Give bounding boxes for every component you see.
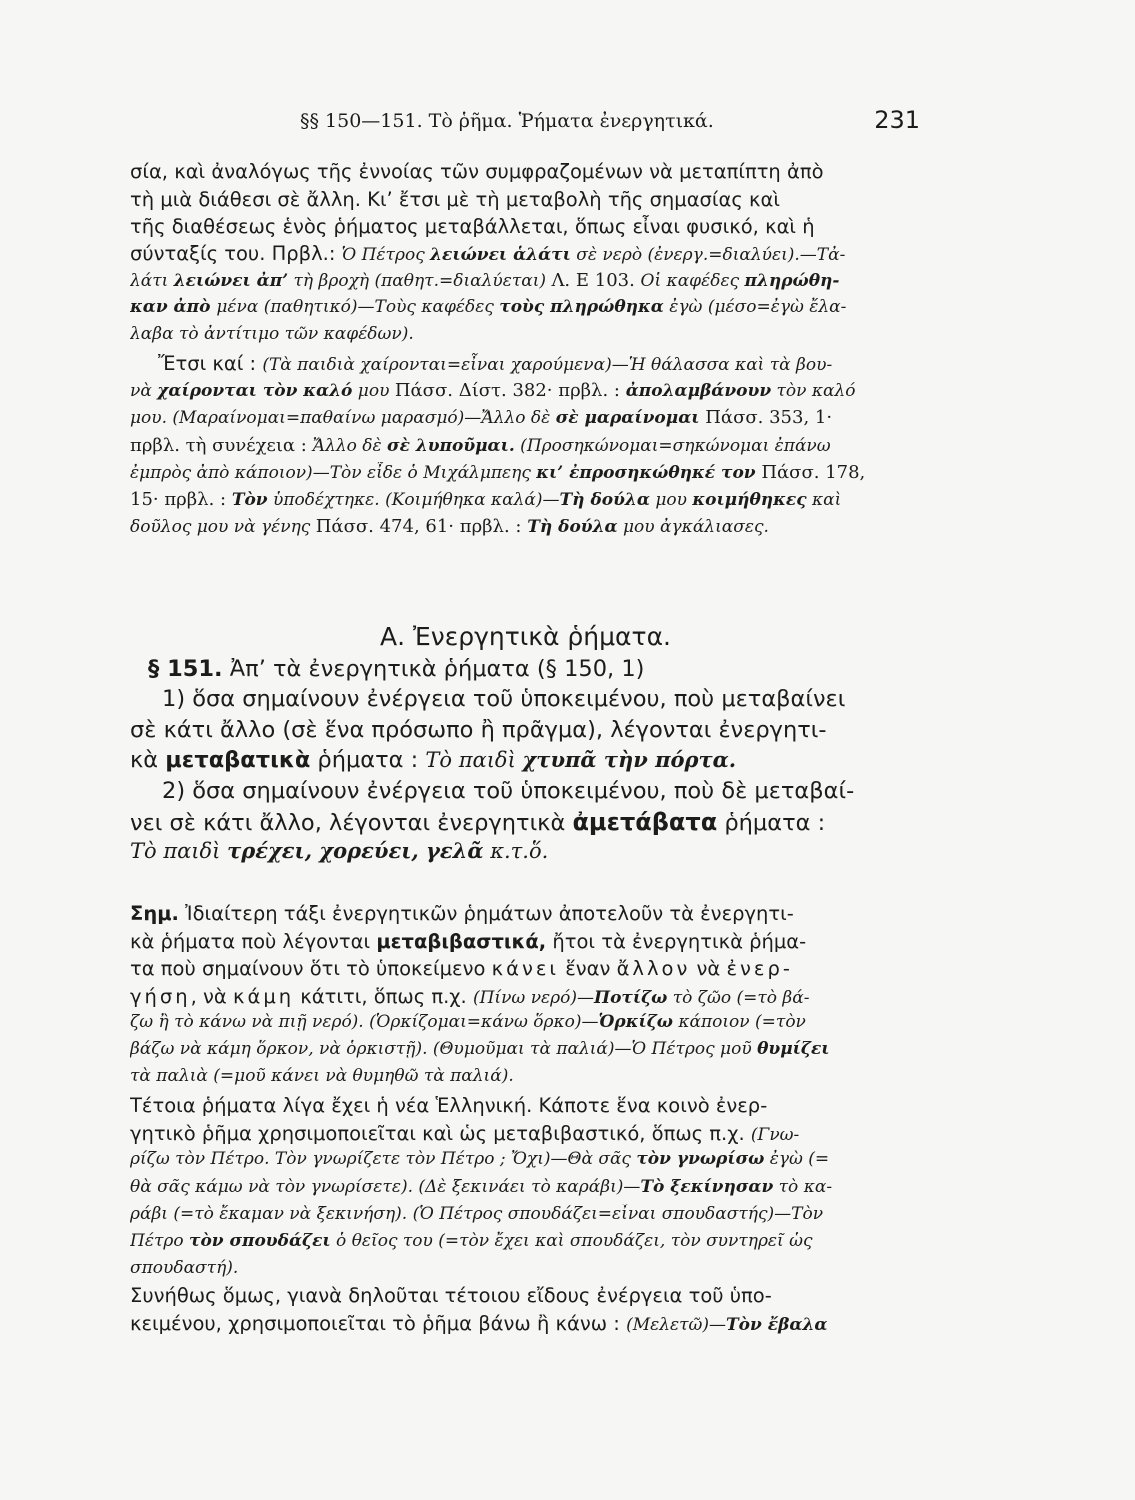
- text-line: σύνταξίς του. Πρβλ.: Ὁ Πέτρος λειώνει ἁλάτι σὲ νερὸ (ἐνεργ.=διαλύει).—Τἀ-: [130, 242, 846, 265]
- text-line: βάζω νὰ κάμη ὅρκον, νὰ ὁρκιστῇ). (Θυμοῦμαι τὰ παλιά)—Ὁ Πέτρος μοῦ θυμίζει: [130, 1039, 830, 1059]
- text-line: μου. (Μαραίνομαι=παθαίνω μαρασμό)—Ἄλλο δὲ σὲ μαραίνομαι Πάσσ. 353, 1·: [130, 407, 833, 428]
- text-line: κὰ μεταβατικὰ ῥήματα : Τὸ παιδὶ χτυπᾶ τὴν πόρτα.: [130, 747, 737, 773]
- text-line: σία, καὶ ἀναλόγως τῆς ἐννοίας τῶν συμφραζομένων νὰ μεταπίπτη ἀπὸ: [130, 160, 824, 183]
- text-line: δοῦλος μου νὰ γένης Πάσσ. 474, 61· πρβλ. : Τὴ δούλα μου ἀγκάλιασες.: [130, 516, 769, 537]
- text-line: γήση, νὰ κάμη κάτιτι, ὅπως π.χ. (Πίνω νερό)—Ποτίζω τὸ ζῶο (=τὸ βά-: [130, 985, 810, 1008]
- text-line: Ἔτσι καί : (Τὰ παιδιὰ χαίρονται=εἶναι χαρούμενα)—Ἡ θάλασσα καὶ τὰ βου-: [158, 352, 833, 375]
- text-line: τὴ μιὰ διάθεσι σὲ ἄλλη. Κι’ ἔτσι μὲ τὴ μεταβολὴ τῆς σημασίας καὶ: [130, 188, 780, 211]
- text-line: ἐμπρὸς ἀπὸ κάποιον)—Τὸν εἶδε ὁ Μιχάλμπεης κι’ ἐπροσηκώθηκέ τον Πάσσ. 178,: [130, 462, 866, 483]
- running-title: §§ 150—151. Τὸ ῥῆμα. Ῥήματα ἐνεργητικά.: [300, 110, 714, 132]
- text-line: Τὸ παιδὶ τρέχει, χορεύει, γελᾶ κ.τ.ὅ.: [130, 838, 549, 863]
- text-line: 1) ὅσα σημαίνουν ἐνέργεια τοῦ ὑποκειμένου, ποὺ μεταβαίνει: [162, 686, 846, 712]
- section-title: Α. Ἐνεργητικὰ ῥήματα.: [380, 622, 672, 651]
- text-line: 2) ὅσα σημαίνουν ἐνέργεια τοῦ ὑποκειμένου, ποὺ δὲ μεταβαί-: [162, 778, 855, 804]
- text-line: § 151. Ἀπ’ τὰ ἐνεργητικὰ ῥήματα (§ 150, 1): [148, 656, 645, 682]
- text-line: κειμένου, χρησιμοποιεῖται τὸ ῥῆμα βάνω ἢ κάνω : (Μελετῶ)—Τὸν ἔβαλα: [130, 1312, 828, 1335]
- text-line: ράβι (=τὸ ἔκαμαν νὰ ξεκινήση). (Ὁ Πέτρος σπουδάζει=εἶναι σπουδαστής)—Τὸν: [130, 1204, 824, 1224]
- text-line: σπουδαστή).: [130, 1258, 239, 1278]
- text-line: Συνήθως ὅμως, γιανὰ δηλοῦται τέτοιου εἴδους ἐνέργεια τοῦ ὑπο-: [130, 1284, 772, 1307]
- page-header: [300, 106, 920, 136]
- text-line: νει σὲ κάτι ἄλλο, λέγονται ἐνεργητικὰ ἀμετάβατα ῥήματα :: [130, 808, 826, 836]
- text-line: θὰ σᾶς κάμω νὰ τὸν γνωρίσετε). (Δὲ ξεκινάει τὸ καράβι)—Τὸ ξεκίνησαν τὸ κα-: [130, 1177, 833, 1197]
- text-line: καν ἀπὸ μένα (παθητικό)—Τοὺς καφέδες τοὺς πληρώθηκα ἐγὼ (μέσο=ἐγὼ ἔλα-: [130, 297, 847, 317]
- text-line: γητικὸ ῥῆμα χρησιμοποιεῖται καὶ ὡς μεταβιβαστικό, ὅπως π.χ. (Γνω-: [130, 1122, 800, 1145]
- page-number: 231: [874, 106, 920, 134]
- text-line: ρίζω τὸν Πέτρο. Τὸν γνωρίζετε τὸν Πέτρο ; Ὄχι)—Θὰ σᾶς τὸν γνωρίσω ἐγὼ (=: [130, 1149, 830, 1169]
- text-line: τῆς διαθέσεως ἑνὸς ῥήματος μεταβάλλεται, ὅπως εἶναι φυσικό, καὶ ἡ: [130, 215, 815, 238]
- text-line: νὰ χαίρονται τὸν καλό μου Πάσσ. Δίστ. 382· πρβλ. : ἀπολαμβάνουν τὸν καλό: [130, 380, 856, 401]
- text-line: Πέτρο τὸν σπουδάζει ὁ θεῖος του (=τὸν ἔχει καὶ σπουδάζει, τὸν συντηρεῖ ὡς: [130, 1231, 813, 1251]
- text-line: τὰ παλιὰ (=μοῦ κάνει νὰ θυμηθῶ τὰ παλιά).: [130, 1066, 514, 1086]
- text-line: λαβα τὸ ἀντίτιμο τῶν καφέδων).: [130, 324, 414, 344]
- text-line: λάτι λειώνει ἀπ’ τὴ βροχὴ (παθητ.=διαλύεται) Λ. Ε 103. Οἱ καφέδες πληρώθη-: [130, 270, 840, 291]
- text-line: σὲ κάτι ἄλλο (σὲ ἕνα πρόσωπο ἢ πρᾶγμα), λέγονται ἐνεργητι-: [130, 717, 827, 743]
- text-line: κὰ ῥήματα ποὺ λέγονται μεταβιβαστικά, ἤτοι τὰ ἐνεργητικὰ ῥήμα-: [130, 930, 807, 953]
- text-line: τα ποὺ σημαίνουν ὅτι τὸ ὑποκείμενο κάνει ἕναν ἄλλον νὰ ἐνερ-: [130, 957, 793, 980]
- text-line: Τέτοια ῥήματα λίγα ἔχει ἡ νέα Ἑλληνική. Κάποτε ἕνα κοινὸ ἐνερ-: [130, 1094, 768, 1117]
- text-line: πρβλ. τὴ συνέχεια : Ἄλλο δὲ σὲ λυποῦμαι. (Προσηκώνομαι=σηκώνομαι ἐπάνω: [130, 435, 831, 456]
- text-line: Σημ. Ἰδιαίτερη τάξι ἐνεργητικῶν ῥημάτων ἀποτελοῦν τὰ ἐνεργητι-: [130, 902, 794, 925]
- text-line: ζω ἢ τὸ κάνω νὰ πιῇ νερό). (Ὁρκίζομαι=κάνω ὅρκο)—Ὁρκίζω κάποιον (=τὸν: [130, 1012, 806, 1032]
- text-line: 15· πρβλ. : Τὸν ὑποδέχτηκε. (Κοιμήθηκα καλά)—Τὴ δούλα μου κοιμήθηκες καὶ: [130, 489, 842, 510]
